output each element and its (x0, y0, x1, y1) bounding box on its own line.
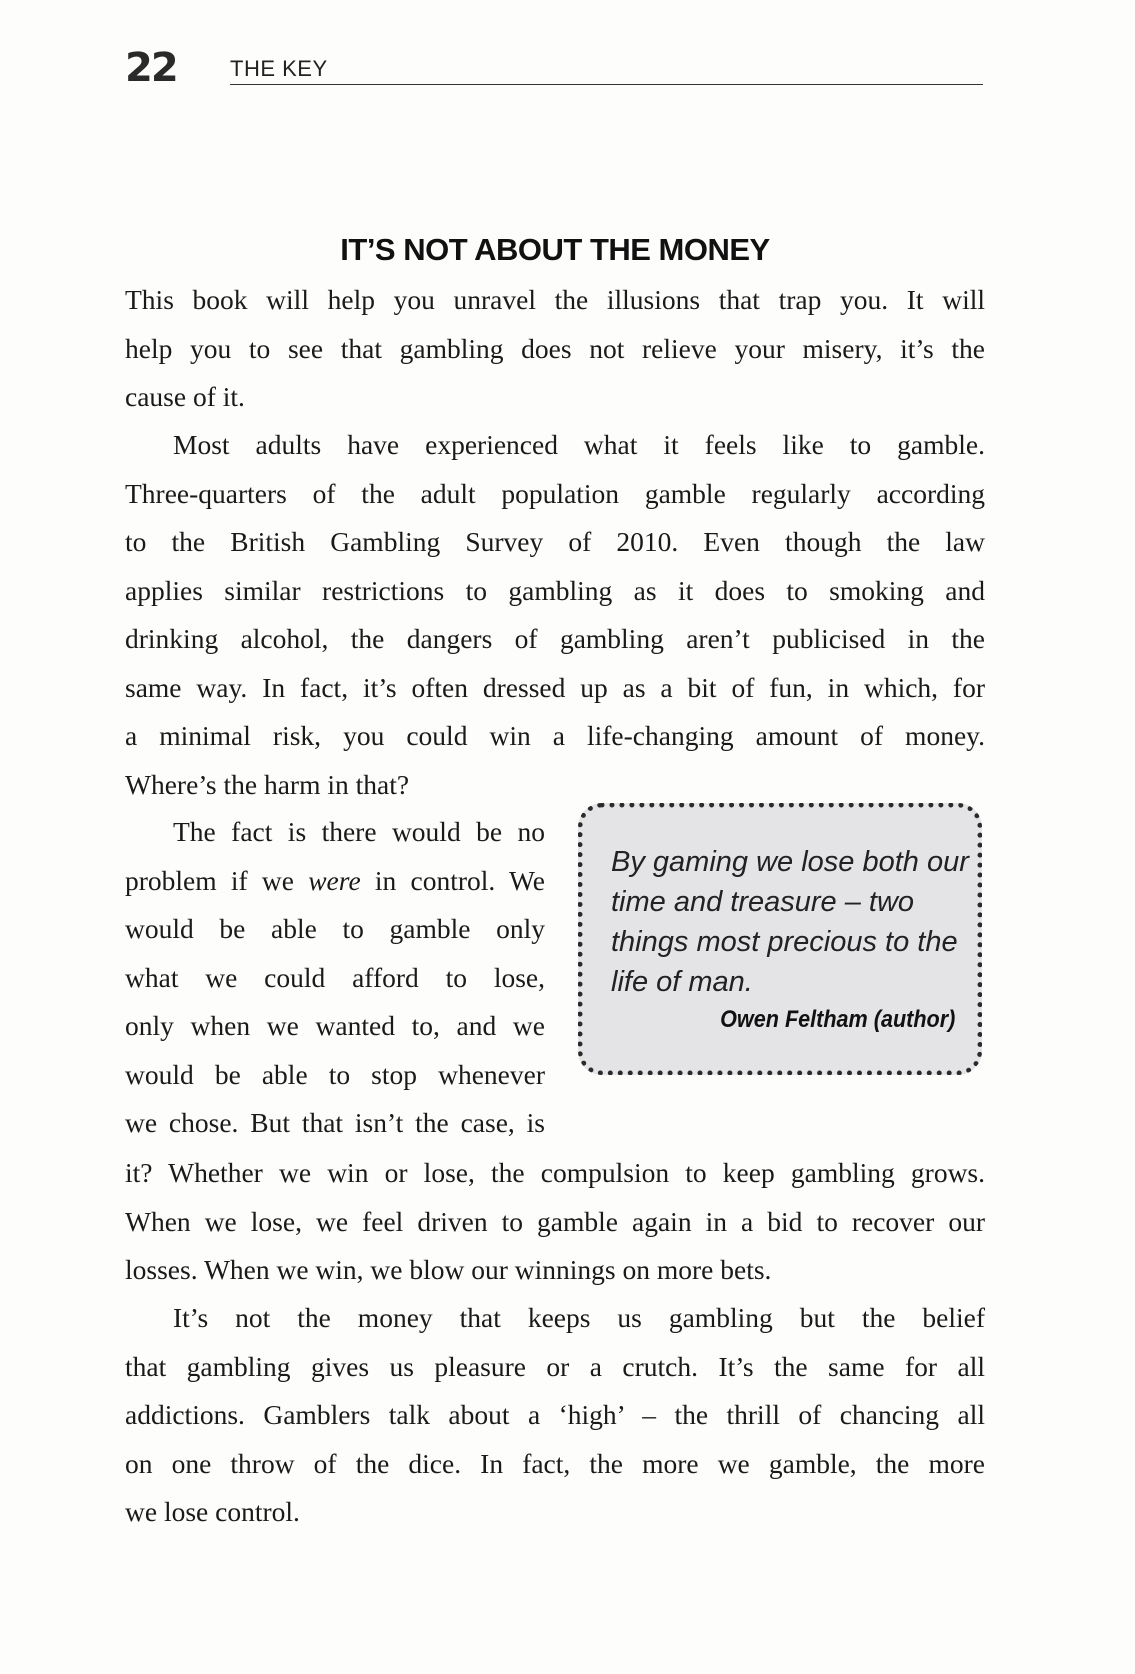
text-segment: problem if we (125, 864, 309, 896)
text-line: losses. When we win, we blow our winnings on more bets. (125, 1254, 772, 1285)
text-line (125, 857, 545, 906)
text-line: would be able to stop whenever (125, 1058, 545, 1090)
text-line: what we could afford to lose, (125, 961, 545, 993)
text-line: Most adults have experienced what it feels like to gamble. (173, 429, 985, 460)
emphasis-text: were (308, 864, 361, 896)
text-line: same way. In fact, it’s often dressed up as a bit of fun, in which, for (125, 671, 985, 703)
text-line: we chose. But that isn’t the case, is (125, 1107, 545, 1138)
section-title: IT’S NOT ABOUT THE MONEY (340, 232, 770, 267)
text-line: The fact is there would be no (173, 816, 545, 847)
running-head: THE KEY (230, 56, 328, 81)
text-line: only when we wanted to, and we (125, 1010, 545, 1041)
text-line: a minimal risk, you could win a life-changing amount of money. (125, 720, 985, 751)
text-line: drinking alcohol, the dangers of gambling aren’t publicised in the (125, 623, 985, 654)
text-line: applies similar restrictions to gambling as it does to smoking and (125, 574, 985, 606)
page-number: 22 (125, 45, 177, 91)
paragraph-3-continued (125, 1149, 985, 1295)
text-line: Three-quarters of the adult population gamble regularly according (125, 477, 985, 509)
text-line: When we lose, we feel driven to gamble again in a bid to recover our (125, 1205, 985, 1237)
text-line: to the British Gambling Survey of 2010. Even though the law (125, 526, 985, 557)
text-segment: in control. We (360, 864, 545, 896)
paragraph-1 (125, 276, 985, 422)
text-line: help you to see that gambling does not relieve your misery, it’s the (125, 332, 985, 364)
text-line: addictions. Gamblers talk about a ‘high’ – the thrill of chancing all (125, 1399, 985, 1430)
text-line: on one throw of the dice. In fact, the more we gamble, the more (125, 1447, 985, 1479)
text-line: would be able to gamble only (125, 913, 545, 944)
text-line: it? Whether we win or lose, the compulsion to keep gambling grows. (125, 1157, 985, 1188)
header-rule (230, 84, 983, 85)
text-line: This book will help you unravel the illusions that trap you. It will (125, 284, 985, 315)
pull-quote-box (578, 803, 982, 1075)
text-line: that gambling gives us pleasure or a crutch. It’s the same for all (125, 1350, 985, 1382)
paragraph-4 (125, 1294, 985, 1537)
pull-quote-attribution: Owen Feltham (author) (719, 1006, 955, 1033)
text-line: Where’s the harm in that? (125, 768, 410, 800)
text-line: It’s not the money that keeps us gambling but the belief (173, 1302, 985, 1333)
text-line: cause of it. (125, 381, 245, 412)
paragraph-2 (125, 421, 985, 809)
paragraph-3-wrapped (125, 808, 545, 1148)
text-line: we lose control. (125, 1496, 300, 1527)
page-header (125, 44, 985, 90)
pull-quote-text: By gaming we lose both our time and treasure – two things most precious to the life of man. (611, 846, 969, 998)
